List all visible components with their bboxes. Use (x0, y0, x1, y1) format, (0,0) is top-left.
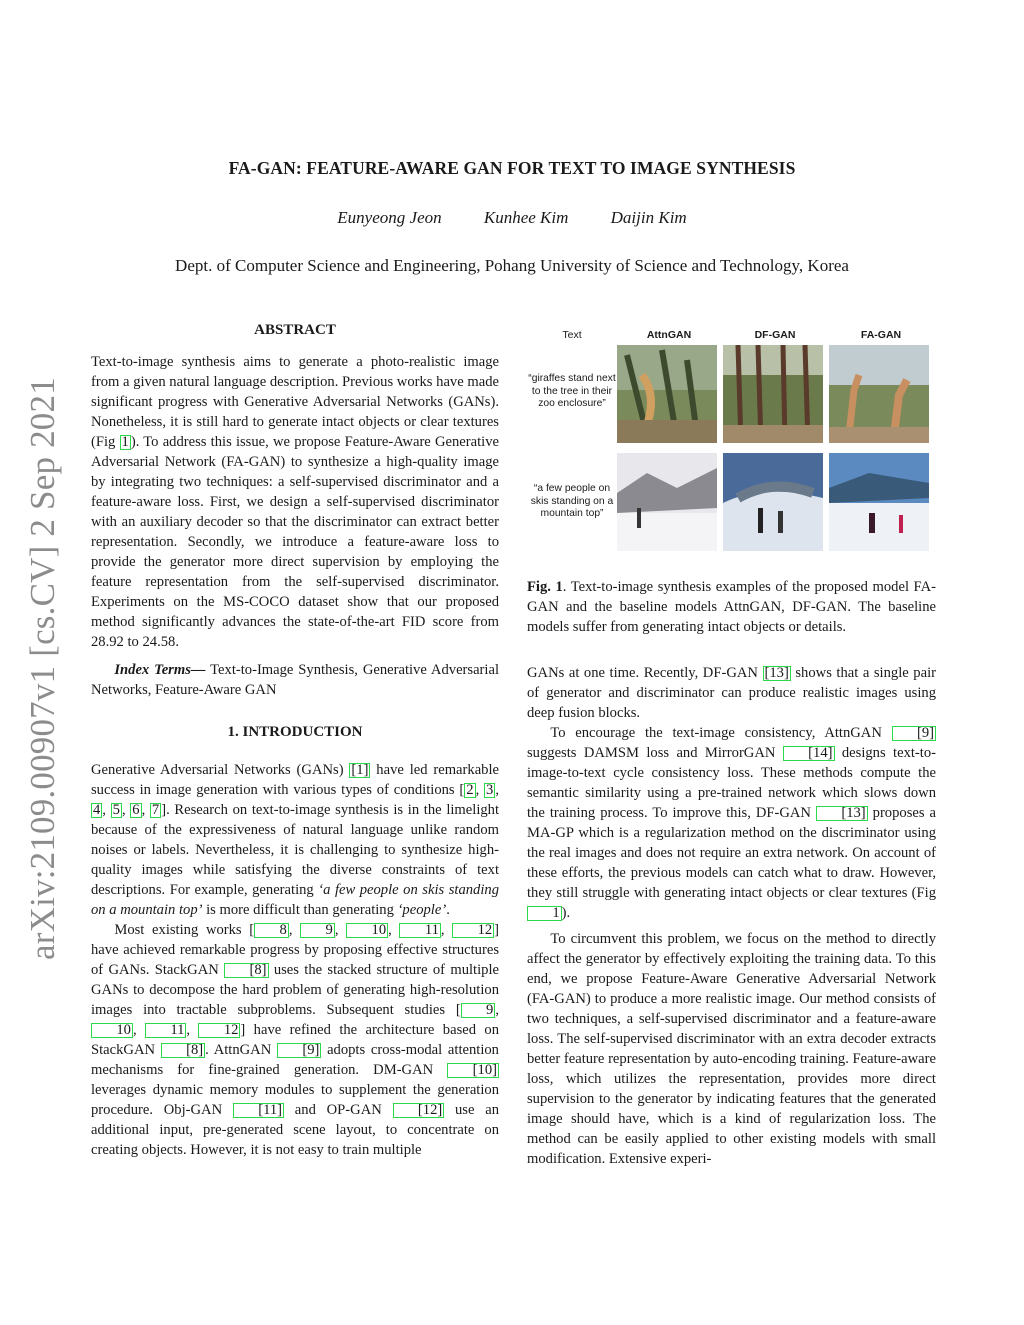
index-terms: Index Terms— Text-to-Image Synthesis, Generative Adversarial Networks, Feature-Aware GAN (91, 662, 500, 698)
citation-link[interactable]: 2 (466, 782, 474, 798)
citation-link[interactable]: [9] (277, 1043, 321, 1058)
citation-link[interactable]: 7 (151, 802, 160, 818)
left-column (91, 320, 499, 1160)
citation-link[interactable]: 10 (346, 923, 388, 938)
affiliation: Dept. of Computer Science and Engineering, Pohang University of Science and Technology, Korea (175, 256, 849, 275)
figure-column-header: DF-GAN (754, 329, 796, 341)
citation-link[interactable]: 10 (91, 1023, 133, 1038)
author-name: Kunhee Kim (483, 208, 569, 227)
citation-link[interactable]: 5 (112, 802, 120, 818)
figure-column-header: FA-GAN (860, 329, 902, 341)
citation-link[interactable]: 11 (145, 1023, 186, 1038)
citation-link[interactable]: 11 (399, 923, 440, 938)
attngan-ski-image (617, 453, 717, 551)
intro-paragraph: Generative Adversarial Networks (GANs) [1] have led remarkable success in image generation with various types of conditions [ 2 , 3 , 4 , 5 , 6 , 7 ]. Research on text-to-image synthesis is in the limelight because of the expressiveness of natural language unlike random noises or labels. Nevertheless, it is challenging to synthesize high-quality images while satisfying the diverse constraints of text descriptions. For example, generating ‘a few people on skis standing on a mountain top’ is more difficult than generating ‘people’. (91, 762, 500, 918)
figure-text-prompt: “giraffes stand next to the tree in their zoo enclosure” (528, 373, 616, 409)
dfgan-ski-image (723, 453, 823, 551)
attngan-giraffe-image (617, 345, 717, 443)
figure-text-prompt: “a few people on skis standing on a mountain top” (530, 483, 614, 519)
intro-paragraph: Most existing works [ 8 , 9 , 10 , 11 , 12 ] have achieved remarkable progress by proposing effective structures of GANs. StackGAN [8] uses the stacked structure of multiple GANs to decompose the hard problem of generating high-resolution images into tractable subproblems. Subsequent studies [ 9 , 10 , 11 , 12 ] have refined the architecture based on StackGAN [8] . AttnGAN [9] adopts cross-modal attention mechanisms for fine-grained generation. DM-GAN [10] leverages dynamic memory modules to supplement the generation procedure. Obj-GAN [11] and OP-GAN [12] use an additional input, pre-generated scene layout, to concentrate on creating objects. However, it is not easy to train multiple (91, 922, 500, 1158)
fagan-giraffe-image (829, 345, 929, 443)
citation-link[interactable]: [13] (764, 665, 789, 681)
author-list (0, 208, 1024, 228)
citation-link[interactable]: [10] (447, 1063, 499, 1078)
body-paragraph: GANs at one time. Recently, DF-GAN [13] shows that a single pair of generator and discriminator can produce realistic images using deep fusion blocks. (527, 665, 936, 721)
citation-link[interactable]: 6 (132, 802, 140, 818)
figure-ref-link[interactable]: 1 (527, 906, 562, 921)
arxiv-identifier: arXiv:2109.00907v1 [cs.CV] 2 Sep 2021 (23, 377, 62, 960)
fagan-ski-image (829, 453, 929, 551)
citation-link[interactable]: 12 (452, 923, 494, 938)
citation-link[interactable]: [8] (224, 963, 268, 978)
citation-link[interactable]: [11] (233, 1103, 284, 1118)
citation-link[interactable]: 9 (300, 923, 335, 938)
citation-link[interactable]: 4 (93, 802, 101, 818)
author-name: Eunyeong Jeon (337, 208, 442, 227)
figure-column-header: Text (562, 329, 582, 341)
right-column (527, 325, 936, 1169)
citation-link[interactable]: 12 (198, 1023, 240, 1038)
figure-caption: Fig. 1. Text-to-image synthesis examples of the proposed model FA-GAN and the baseline models AttnGAN, DF-GAN. The baseline models suffer from generating intact objects or details. (527, 579, 936, 635)
citation-link[interactable]: 8 (254, 923, 289, 938)
author-name: Daijin Kim (610, 208, 687, 227)
citation-link[interactable]: 9 (461, 1003, 496, 1018)
dfgan-giraffe-image (723, 345, 823, 443)
citation-link[interactable]: 3 (486, 782, 494, 798)
paper-title: FA-GAN: FEATURE-AWARE GAN FOR TEXT TO IMAGE SYNTHESIS (228, 158, 796, 178)
figure-1 (527, 325, 936, 535)
citation-link[interactable]: [8] (161, 1043, 205, 1058)
citation-link[interactable]: [14] (783, 746, 835, 761)
figure-ref-link[interactable]: 1 (121, 434, 129, 450)
figure-column-header: AttnGAN (646, 329, 692, 341)
section-heading: 1. INTRODUCTION (227, 724, 363, 740)
citation-link[interactable]: [13] (816, 806, 868, 821)
body-paragraph: To encourage the text-image consistency, AttnGAN [9] suggests DAMSM loss and MirrorGAN [14] designs text-to-image-to-text cycle consistency loss. These methods compute the semantic similarity using a pre-trained network which slows down the training process. To improve this, DF-GAN [13] proposes a MA-GP which is a regularization method on the discriminator using the real images and does not require an extra network. On account of these efforts, the previous models can catch what to draw. However, they still struggle with generating intact objects or clear textures (Fig 1 ). (527, 725, 936, 921)
abstract-heading: ABSTRACT (254, 322, 336, 338)
body-paragraph: To circumvent this problem, we focus on the method to directly affect the generator by effectively exploiting the training data. To this end, we propose Feature-Aware Generative Adversarial Network (FA-GAN) to produce a more realistic image. Our method consists of two techniques, a self-supervised discriminator and a feature-aware loss. The self-supervised discriminator with an extra decoder extracts better feature representation by auto-encoding training. Feature-aware loss, which utilizes the representation, provides more direct supervision to the generator by indicating features that the generated image should have, which is a kind of regularization loss. The method can be easily applied to other existing models with small modification. Extensive experi- (527, 931, 936, 1167)
citation-link[interactable]: [12] (393, 1103, 445, 1118)
abstract-text: Text-to-image synthesis aims to generate a photo-realistic image from a given natural language description. Previous works have made significant progress with Generative Adversarial Networks (GANs). Nonetheless, it is still hard to generate intact objects or clear textures (Fig 1 ). To address this issue, we propose Feature-Aware Generative Adversarial Network (FA-GAN) to synthesize a high-quality image by integrating two techniques: a self-supervised discriminator and a feature-aware loss. First, we design a self-supervised discriminator with an auxiliary decoder so that the discriminator can extract better representation. Secondly, we introduce a feature-aware loss to provide the generator more direct supervision by employing the feature representation from the self-supervised discriminator. Experiments on the MS-COCO dataset show that our proposed method significantly advances the state-of-the-art FID score from 28.92 to 24.58. (91, 354, 500, 650)
citation-link[interactable]: [1] (351, 762, 369, 778)
citation-link[interactable]: [9] (892, 726, 936, 741)
